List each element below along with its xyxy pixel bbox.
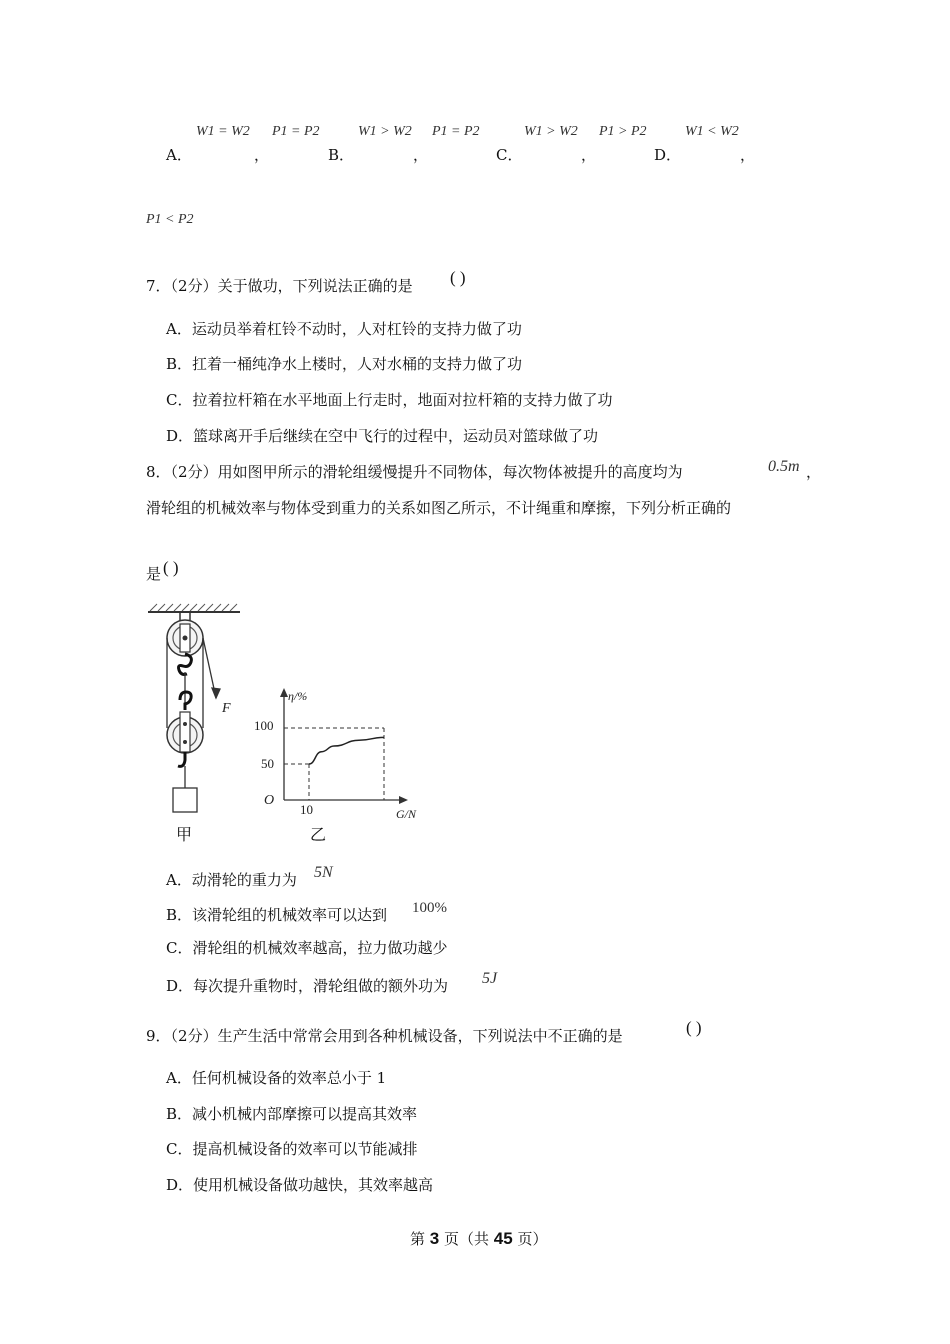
q8-option-c: C．滑轮组的机械效率越高，拉力做功越少 [166,939,448,957]
force-label: F [222,701,231,716]
q9-option-a: A．任何机械设备的效率总小于 1 [166,1069,387,1087]
q8-height-value: 0.5m [768,458,800,475]
q8-answer-blank: ( ) [163,558,179,577]
q8-option-a-value: 5N [314,864,333,881]
q8-option-d: D．每次提升重物时，滑轮组做的额外功为 [166,977,449,995]
q6-option-a-work: W1 = W2 [196,124,250,139]
q6-option-a-label: A． [166,146,192,164]
ceiling [148,604,240,612]
efficiency-chart [252,680,432,830]
q8-stem-line3: 是 [146,565,162,583]
q9-stem: 9．（2分）生产生活中常常会用到各种机械设备，下列说法中不正确的是 [146,1027,623,1045]
q6-comma: ， [254,146,270,164]
q9-option-d: D．使用机械设备做功越快，其效率越高 [166,1176,434,1194]
q8-comma: ， [806,463,822,481]
q6-option-d-label: D． [654,146,682,164]
origin-label: O [264,793,275,808]
q8-option-a: A．动滑轮的重力为 [166,871,297,889]
pulley-system-figure [140,600,250,850]
efficiency-curve [309,737,384,764]
q7-option-b: B．扛着一桶纯净水上楼时，人对水桶的支持力做了功 [166,355,523,373]
x-axis-arrow [399,796,408,804]
q6-option-c-power: P1 > P2 [599,124,647,139]
q6-comma: ， [413,146,429,164]
q6-option-c-label: C． [496,146,523,164]
q6-option-d-work: W1 < W2 [685,124,739,139]
q6-option-a-power: P1 = P2 [272,124,320,139]
q7-stem: 7．（2分）关于做功，下列说法正确的是 [146,277,413,295]
q6-option-b-power: P1 = P2 [432,124,480,139]
page-footer [410,1228,548,1249]
q9-option-c: C．提高机械设备的效率可以节能减排 [166,1140,418,1158]
movable-pulley [167,692,203,788]
total-pages: 45 [493,1229,513,1248]
q7-answer-blank: ( ) [450,268,466,287]
q8-stem-line2: 滑轮组的机械效率与物体受到重力的关系如图乙所示，不计绳重和摩擦，下列分析正确的 [146,499,732,517]
x-axis-label: G/N [396,807,417,821]
footer-middle: 页（共 [439,1230,494,1248]
q7-option-a: A．运动员举着杠铃不动时，人对杠铃的支持力做了功 [166,320,522,338]
q8-option-b: B．该滑轮组的机械效率可以达到 [166,906,388,924]
q6-comma: ， [581,146,597,164]
y-tick-100: 100 [254,718,274,733]
page-number: 3 [429,1229,440,1248]
fixed-pulley [167,612,203,675]
q8-stem-line1: 8．（2分）用如图甲所示的滑轮组缓慢提升不同物体，每次物体被提升的高度均为 [146,463,683,481]
q8-option-b-value: 100% [412,900,447,916]
q8-option-d-value: 5J [482,970,498,987]
q6-comma: ， [740,146,756,164]
q9-option-b: B．减小机械内部摩擦可以提高其效率 [166,1105,418,1123]
y-tick-50: 50 [261,756,274,771]
footer-suffix: 页） [512,1230,548,1248]
q6-option-c-work: W1 > W2 [524,124,578,139]
footer-prefix: 第 [410,1230,430,1248]
weight-block [173,788,197,812]
q9-answer-blank: ( ) [686,1018,702,1037]
figure-caption-yi: 乙 [310,825,327,844]
y-axis-label: η/% [288,689,308,703]
y-axis-arrow [280,688,288,697]
q6-option-b-label: B． [328,146,355,164]
q7-option-d: D．篮球离开手后继续在空中飞行的过程中，运动员对篮球做了功 [166,427,599,445]
q7-option-c: C．拉着拉杆箱在水平地面上行走时，地面对拉杆箱的支持力做了功 [166,391,613,409]
q6-option-b-work: W1 > W2 [358,124,412,139]
figure-caption-jia: 甲 [176,825,193,844]
q6-option-d-power: P1 < P2 [146,212,194,227]
x-tick-10: 10 [300,802,313,817]
